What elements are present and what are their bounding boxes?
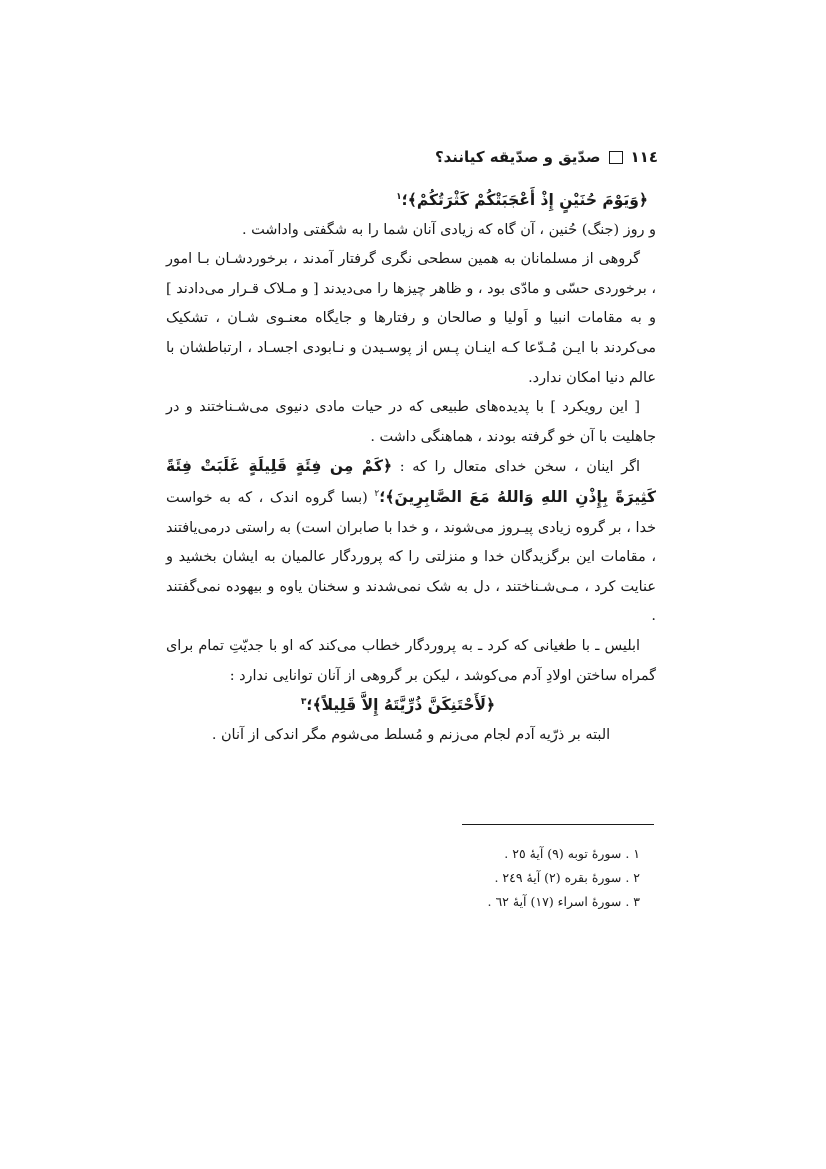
paragraph-3: اگر اینان ، سخن خدای متعال را که : ﴿كَمْ مِن فِئَةٍ قَلِيلَةٍ غَلَبَتْ فِئَةً كَثِيرَةً بِإِذْنِ اللهِ وَاللهُ مَعَ الصَّابِرِينَ﴾؛$^٢$ (بسا گروه اندک ، که به خواست خدا ، بر گروه زیادی پیـروز می‌شوند ، و خدا با صابران است) به راستی درمی‌یافتند ، مقامات این برگزیدگان خدا و منزلتی را که پروردگار عالمیان به ایشان بخشید و عنایت کرد ، مـی‌شـناختند ، دل به شک نمی‌شدند و سخنان یاوه و بیهوده نمی‌گفتند . [166, 457, 656, 625]
main-text [166, 186, 656, 750]
footnote-divider [462, 824, 654, 825]
footnote-1: ١ . سورهٔ توبه (٩) آیهٔ ٢٥ . [504, 846, 640, 861]
verse-3-translation: البته بر ذرّیه آدم لجام می‌زنم و مُسلط می‌شوم مگر اندکی از آنان . [211, 726, 611, 743]
footnote-ref-1: ١ [396, 191, 402, 202]
footnote-ref-2: ٢ [374, 489, 380, 500]
page-number: ١١٤ [630, 148, 658, 166]
footnote-2: ٢ . سورهٔ بقره (٢) آیهٔ ٢٤٩ . [494, 870, 640, 885]
quran-verse-1: ﴿وَيَوْمَ حُنَيْنٍ إِذْ أَعْجَبَتْكُمْ كَثْرَتُكُمْ﴾؛$^١$ [396, 191, 648, 209]
quran-verse-3: ﴿لَأَحْتَنِكَنَّ ذُرِّيَّتَهُ إِلاَّ قَلِيلاً﴾؛$^٣$ [300, 696, 496, 715]
verse-1-translation: و روز (جنگ) حُنین ، آن گاه که زیادی آنان شما را به شگفتی واداشت . [242, 221, 656, 238]
quran-verse-2: ﴿كَمْ مِن فِئَةٍ قَلِيلَةٍ غَلَبَتْ فِئَةً كَثِيرَةً بِإِذْنِ اللهِ وَاللهُ مَعَ الصَّابِرِينَ﴾؛ [166, 457, 656, 506]
footnote-ref-3: ٣ [300, 696, 307, 707]
paragraph-4: ابلیس ـ با طغیانی که کرد ـ به پروردگار خطاب می‌کند که او با جدیّتِ تمام برای گمراه ساختن اولادِ آدم می‌کوشد ، لیکن بر گروهی از آنان توانایی ندارد : [166, 637, 656, 684]
page-header [158, 148, 658, 166]
paragraph-2: [ این رویکرد ] با پدیده‌های طبیعی که در حیات مادی دنیوی می‌شـناختند و در جاهلیت با آن خو گرفته بودند ، هماهنگی داشت . [166, 399, 656, 445]
paragraph-1: گروهی از مسلمانان به همین سطحی نگری گرفتار آمدند ، برخوردشـان بـا امور ، برخوردی حسّی و مادّی بود ، و ظاهر چیزها را می‌دیدند [ و مـلاک قـرار می‌دادند ] و به مقامات انبیا و اَولیا و صالحان و رفتارها و جایگاه معنـوی شـان ، تشکیک می‌کردند با ایـن مُـدّعا کـه اینـان پـس از پوسـیدن و نـابودی اجسـاد ، ارتباطشان با عالم دنیا امکان ندارد. [166, 251, 656, 386]
footnote-3: ٣ . سورهٔ اسراء (١٧) آیهٔ ٦٢ . [487, 894, 640, 909]
square-bullet-icon [609, 151, 623, 164]
running-title: صدّیق و صدّیقه کیانند؟ [434, 148, 601, 166]
footnotes [340, 842, 640, 914]
